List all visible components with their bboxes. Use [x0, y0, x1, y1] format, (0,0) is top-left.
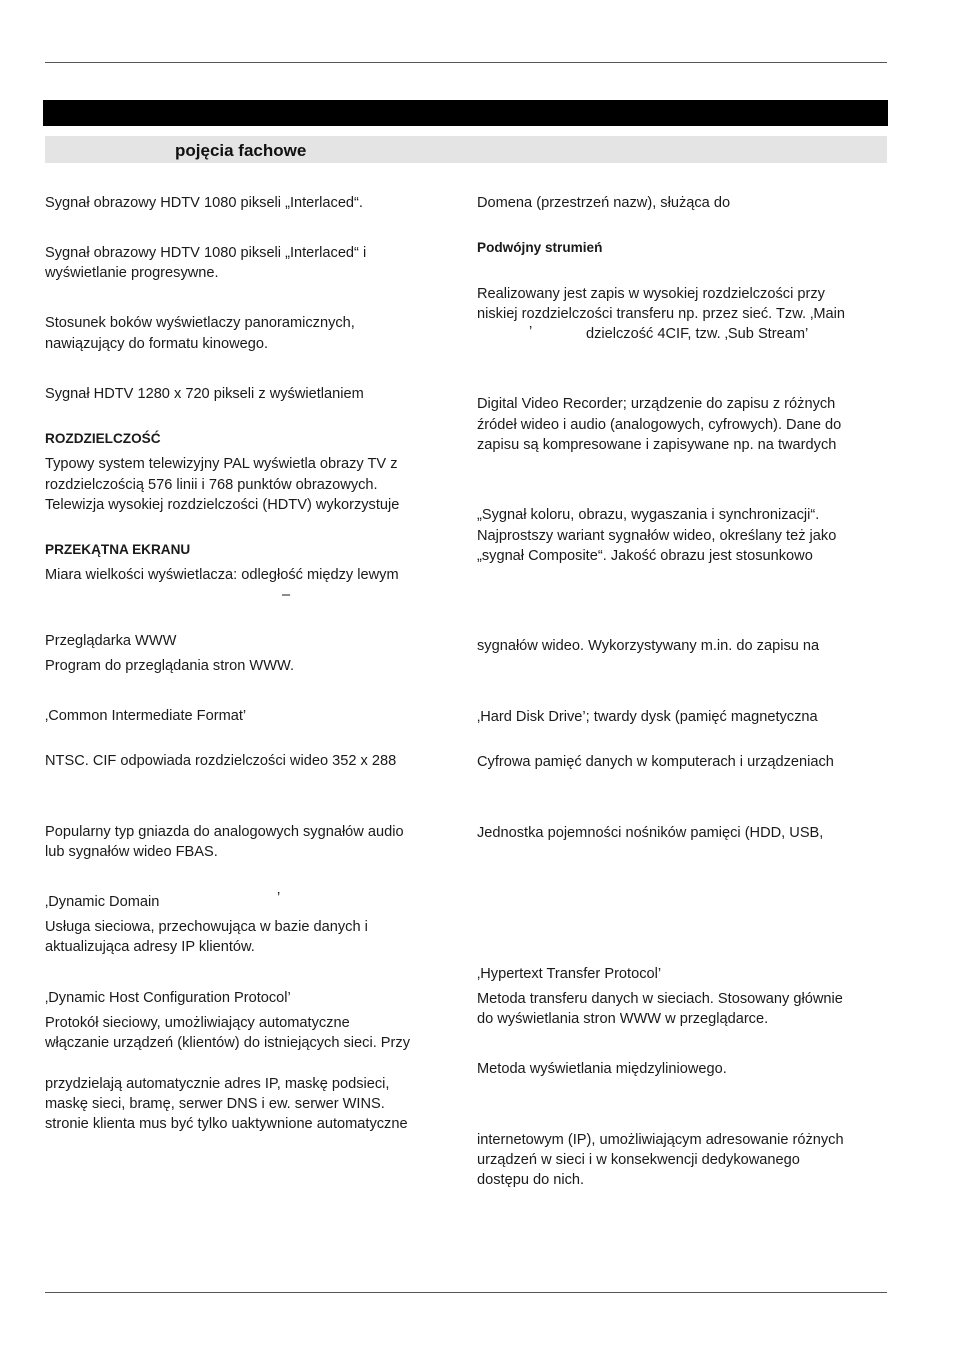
entry-gb-desc: Jednostka pojemności nośników pamięci (HDD, USB,: [477, 825, 824, 841]
entry-h264-desc: sygnałów wideo. Wykorzystywany m.in. do zapisu na: [477, 638, 820, 654]
entry-resolution-desc-2: rozdzielczością 576 linii i 768 punktów obrazowych.: [45, 477, 378, 493]
entry-hdd-desc: ‚Hard Disk Drive’; twardy dysk (pamięć magnetyczna: [477, 709, 818, 725]
entry-interlaced-desc: Metoda wyświetlania międzyliniowego.: [477, 1061, 727, 1077]
entry-dhcp-desc-4: maskę sieci, bramę, serwer DNS i ew. serwer WINS.: [45, 1096, 385, 1112]
entry-dual-stream-desc-3: dzielczość 4CIF, tzw. ‚Sub Stream’: [586, 326, 809, 342]
entry-1080p-desc-1: Sygnał obrazowy HDTV 1080 pikseli „Interlaced“ i: [45, 245, 367, 261]
entry-1080p-desc-2: wyświetlanie progresywne.: [45, 265, 219, 281]
entry-fbas-desc-2: Najprostszy wariant sygnałów wideo, określany też jako: [477, 528, 837, 544]
entry-dhcp-desc-3: przydzielają automatycznie adres IP, maskę podsieci,: [45, 1076, 390, 1092]
bottom-rule: [45, 1292, 887, 1293]
entry-ip-desc-1: internetowym (IP), umożliwiającym adresowanie różnych: [477, 1132, 844, 1148]
entry-domain-desc: Domena (przestrzeń nazw), służąca do: [477, 195, 731, 211]
section-header-bar: [43, 100, 888, 126]
entry-dhcp-desc-5: stronie klienta mus być tylko uaktywnione automatyczne: [45, 1116, 408, 1132]
entry-ip-desc-3: dostępu do nich.: [477, 1172, 585, 1188]
entry-dual-stream-desc-1: Realizowany jest zapis w wysokiej rozdzielczości przy: [477, 286, 825, 302]
entry-cif-desc: NTSC. CIF odpowiada rozdzielczości wideo 352 x 288: [45, 753, 397, 769]
heading-resolution: ROZDZIELCZOŚĆ: [45, 431, 161, 446]
entry-cif-title: ‚Common Intermediate Format’: [45, 708, 247, 724]
entry-browser-desc: Program do przeglądania stron WWW.: [45, 658, 294, 674]
entry-169-desc-1: Stosunek boków wyświetlaczy panoramicznych,: [45, 315, 355, 331]
entry-dhcp-title: ‚Dynamic Host Configuration Protocol’: [45, 990, 291, 1006]
entry-ddns-quote: ’: [277, 890, 281, 906]
entry-ddns-title: ‚Dynamic Domain: [45, 894, 160, 910]
entry-fbas-desc-3: „sygnał Composite“. Jakość obrazu jest stosunkowo: [477, 548, 813, 564]
entry-dvr-desc-1: Digital Video Recorder; urządzenie do zapisu z różnych: [477, 396, 836, 412]
top-rule: [45, 62, 887, 63]
entry-720p-desc: Sygnał HDTV 1280 x 720 pikseli z wyświetlaniem: [45, 386, 364, 402]
entry-diagonal-dash: –: [282, 587, 291, 603]
entry-dvr-desc-2: źródeł wideo i audio (analogowych, cyfrowych). Dane do: [477, 417, 842, 433]
entry-169-desc-2: nawiązujący do formatu kinowego.: [45, 336, 269, 352]
entry-http-desc-2: do wyświetlania stron WWW w przeglądarce.: [477, 1011, 769, 1027]
entry-http-desc-1: Metoda transferu danych w sieciach. Stosowany głównie: [477, 991, 843, 1007]
entry-dual-stream-quote: ’: [529, 324, 533, 340]
entry-ip-desc-2: urządzeń w sieci i w konsekwencji dedykowanego: [477, 1152, 800, 1168]
entry-dhcp-desc-1: Protokół sieciowy, umożliwiający automatyczne: [45, 1015, 350, 1031]
entry-resolution-desc-1: Typowy system telewizyjny PAL wyświetla obrazy TV z: [45, 456, 398, 472]
entry-diagonal-desc-1: Miara wielkości wyświetlacza: odległość między lewym: [45, 567, 399, 583]
entry-cinch-desc-1: Popularny typ gniazda do analogowych sygnałów audio: [45, 824, 404, 840]
entry-resolution-desc-3: Telewizja wysokiej rozdzielczości (HDTV) wykorzystuje: [45, 497, 400, 513]
glossary-title: pojęcia fachowe: [175, 141, 307, 160]
heading-screen-diagonal: PRZEKĄTNA EKRANU: [45, 542, 191, 557]
entry-1080i-desc: Sygnał obrazowy HDTV 1080 pikseli „Interlaced“.: [45, 195, 363, 211]
heading-dual-stream: Podwójny strumień: [477, 240, 603, 255]
entry-cinch-desc-2: lub sygnałów wideo FBAS.: [45, 844, 218, 860]
entry-dvr-desc-3: zapisu są kompresowane i zapisywane np. na twardych: [477, 437, 837, 453]
entry-http-title: ‚Hypertext Transfer Protocol’: [477, 966, 662, 982]
entry-browser-title: Przeglądarka WWW: [45, 633, 177, 649]
entry-memory-desc: Cyfrowa pamięć danych w komputerach i urządzeniach: [477, 754, 834, 770]
entry-ddns-desc-2: aktualizująca adresy IP klientów.: [45, 939, 255, 955]
entry-dhcp-desc-2: włączanie urządzeń (klientów) do istniejących sieci. Przy: [45, 1035, 410, 1051]
entry-dual-stream-desc-2: niskiej rozdzielczości transferu np. przez sieć. Tzw. ‚Main: [477, 306, 845, 322]
glossary-subheader: [45, 136, 887, 163]
entry-ddns-desc-1: Usługa sieciowa, przechowująca w bazie danych i: [45, 919, 368, 935]
entry-fbas-desc-1: „Sygnał koloru, obrazu, wygaszania i synchronizacji“.: [477, 507, 820, 523]
